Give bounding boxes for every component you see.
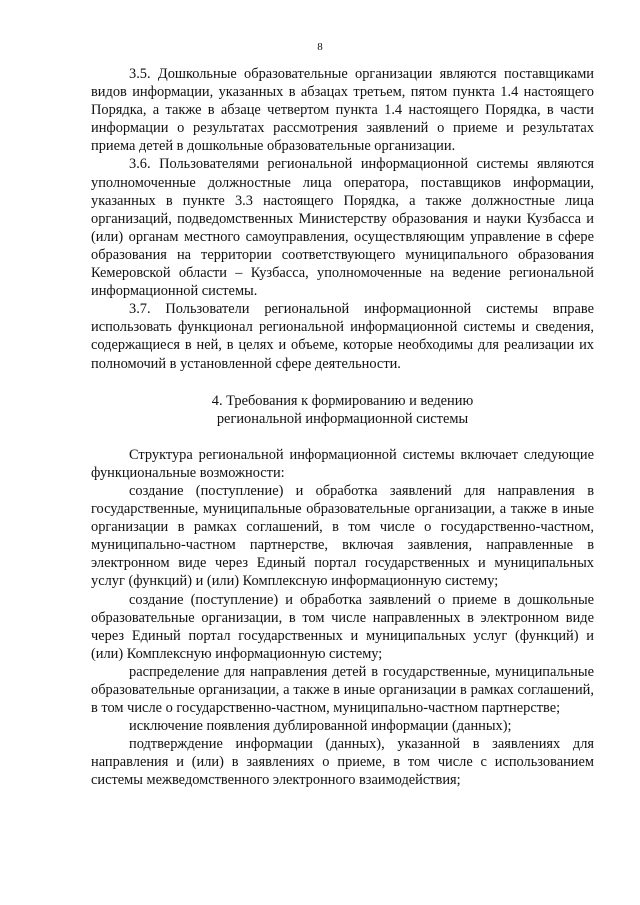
list-item-distribution: распределение для направления детей в государственные, муниципальные образовательные организации, а также в иные организации в рамках соглашений, в том числе о государственно-частном, муниципально-частном партнерстве; — [91, 663, 594, 717]
document-body — [91, 65, 594, 790]
list-item-duplicate-exclusion: исключение появления дублированной информации (данных); — [129, 718, 512, 735]
list-item-data-confirmation: подтверждение информации (данных), указанной в заявлениях для направления и (или) в заявлениях о приеме, в том числе с использованием системы межведомственного электронного взаимодействия; — [91, 736, 594, 789]
section-heading — [91, 392, 594, 428]
section-heading-line-2: региональной информационной системы — [216, 410, 469, 427]
page-number: 8 — [317, 41, 323, 53]
paragraph-3-6: 3.6. Пользователями региональной информационной системы являются уполномоченные должностные лица оператора, поставщиков информации, указанных в пункте 3.3 настоящего Порядка, а также должностные лица организаций, подведомственных Министерству образования и науки Кузбасса и (или) органам местного самоуправления, осуществляющим управление в сфере образования на территории соответствующего муниципального образования Кемеровской области – Кузбасса, уполномоченные на ведение региональной информационной системы. — [91, 156, 594, 300]
paragraph-3-5: 3.5. Дошкольные образовательные организации являются поставщиками видов информации, указанных в абзацах третьем, пятом пункта 1.4 настоящего Порядка, а также в абзаце четвертом пункта 1.4 настоящего Порядка, в части информации о результатах рассмотрения заявлений о приеме и результатах приема детей в дошкольные образовательные организации. — [91, 66, 594, 155]
list-item-applications-admission: создание (поступление) и обработка заявлений о приеме в дошкольные образовательные организации, в том числе направленных в электронном виде через Единый портал государственных и муниципальных услуг (функций) и (или) Комплексную информационную систему; — [91, 591, 594, 662]
paragraph-3-7: 3.7. Пользователи региональной информационной системы вправе использовать функционал региональной информационной системы и сведения, содержащиеся в ней, в целях и объеме, которые необходимы для реализации их полномочий в установленной сфере деятельности. — [91, 301, 594, 372]
list-item-applications-direction: создание (поступление) и обработка заявлений для направления в государственные, муниципальные образовательные организации, а также в иные организации в рамках соглашений, в том числе о государственно-частном, муниципально-частном партнерстве, включая заявления, направленные в электронном виде через Единый портал государственных и муниципальных услуг (функций) и (или) Комплексную информационную систему; — [91, 482, 594, 590]
section-heading-line-1: 4. Требования к формированию и ведению — [211, 392, 474, 409]
paragraph-structure-intro: Структура региональной информационной системы включает следующие функциональные возможности: — [91, 446, 594, 481]
